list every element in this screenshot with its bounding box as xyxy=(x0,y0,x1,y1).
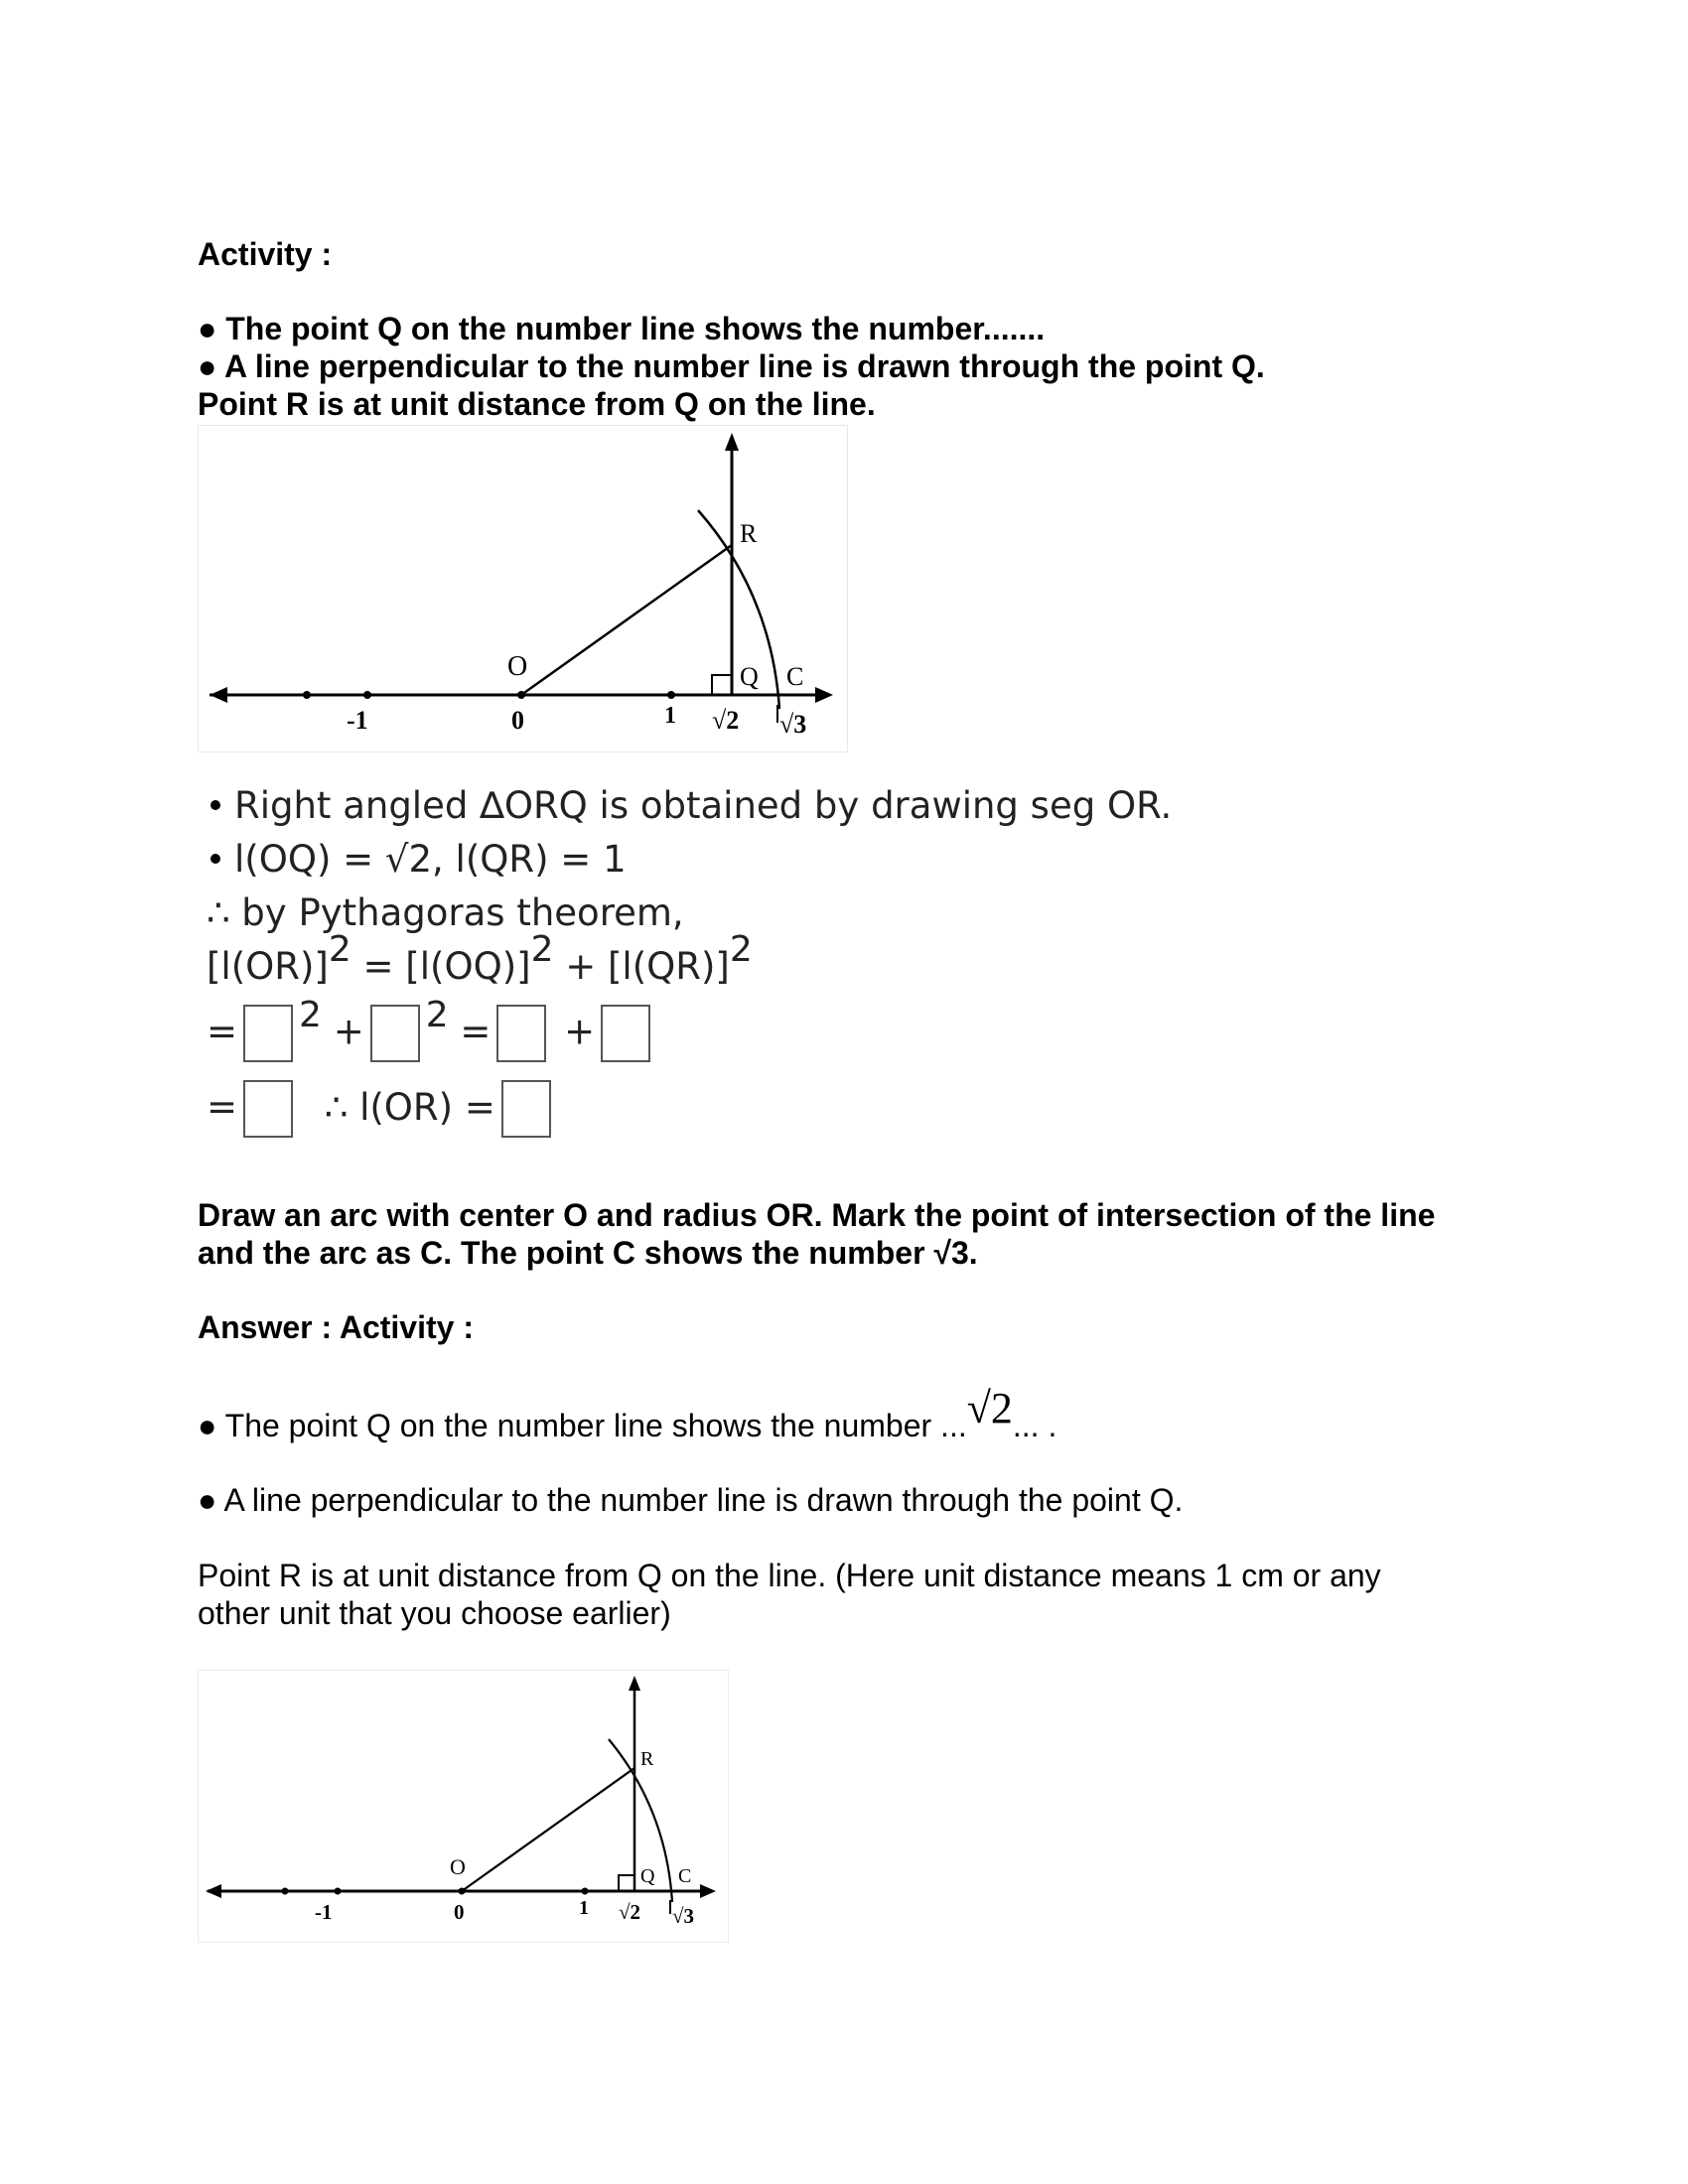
label-c: C xyxy=(786,662,804,691)
answer-box-5[interactable] xyxy=(243,1080,293,1138)
bullet-icon: ● xyxy=(198,1408,225,1443)
answer-box-4[interactable] xyxy=(601,1005,650,1062)
activity-line-3: Point R is at unit distance from Q on the line. xyxy=(198,386,876,422)
label-root2: √2 xyxy=(619,1900,641,1924)
activity-line-1: ● The point Q on the number line shows the number....... xyxy=(198,311,1046,346)
calc-line-3: ∴ by Pythagoras theorem, xyxy=(207,891,684,934)
activity-line-2: ● A line perpendicular to the number line is drawn through the point Q. xyxy=(198,348,1265,384)
label-minus-one: -1 xyxy=(347,706,368,735)
answer-line-1: ● The point Q on the number line shows the number ...√2... . xyxy=(198,1384,1057,1443)
answer-line-2: ● A line perpendicular to the number line is drawn through the point Q. xyxy=(198,1482,1184,1518)
label-root3: √3 xyxy=(779,710,807,739)
pythagoras-calculation xyxy=(207,784,1199,1161)
label-r: R xyxy=(640,1748,654,1770)
number-line-figure-1 xyxy=(198,425,848,752)
answer-box-3[interactable] xyxy=(496,1005,546,1062)
answer-box-1[interactable] xyxy=(243,1005,293,1062)
label-root2: √2 xyxy=(712,706,740,735)
bullet-icon xyxy=(211,800,220,810)
bullet-icon: ● xyxy=(198,311,226,346)
label-one: 1 xyxy=(664,703,676,729)
label-c: C xyxy=(678,1865,692,1887)
label-o: O xyxy=(450,1854,466,1879)
answer-box-2[interactable] xyxy=(370,1005,420,1062)
bullet-icon xyxy=(211,854,220,864)
label-zero: 0 xyxy=(454,1900,465,1924)
label-one: 1 xyxy=(579,1897,589,1919)
label-q: Q xyxy=(640,1865,655,1887)
instruction-line-2: and the arc as C. The point C shows the number √3. xyxy=(198,1235,978,1271)
label-zero: 0 xyxy=(511,706,524,735)
calc-line-5: = $^2$ + $^2$ = + xyxy=(207,1005,656,1062)
label-o: O xyxy=(507,651,528,682)
answer-line-4: other unit that you choose earlier) xyxy=(198,1595,671,1631)
activity-heading: Activity : xyxy=(198,236,333,272)
number-line-figure-2 xyxy=(198,1670,729,1943)
calc-line-6: = ∴ l(OR) = xyxy=(207,1080,557,1138)
calc-line-4: $[l(OR)]^2 = [l(OQ)]^2 + [l(QR)]^2$ xyxy=(207,929,753,988)
label-r: R xyxy=(740,519,758,548)
answer-box-6[interactable] xyxy=(501,1080,551,1138)
answer-heading: Answer : Activity : xyxy=(198,1309,474,1345)
label-minus-one: -1 xyxy=(315,1900,333,1924)
calc-line-1: Right angled ∆ORQ is obtained by drawing seg OR. xyxy=(207,784,1172,828)
answer-line-3: Point R is at unit distance from Q on the line. (Here unit distance means 1 cm or any xyxy=(198,1558,1381,1593)
label-root3: √3 xyxy=(672,1904,695,1928)
instruction-line-1: Draw an arc with center O and radius OR. Mark the point of intersection of the line xyxy=(198,1197,1436,1233)
label-q: Q xyxy=(740,662,759,691)
bullet-icon: ● xyxy=(198,1482,224,1518)
answer-sqrt2-value: √2 xyxy=(966,1384,1013,1433)
bullet-icon: ● xyxy=(198,348,225,384)
calc-line-2: l(OQ) = √2, l(QR) = 1 xyxy=(207,838,627,882)
